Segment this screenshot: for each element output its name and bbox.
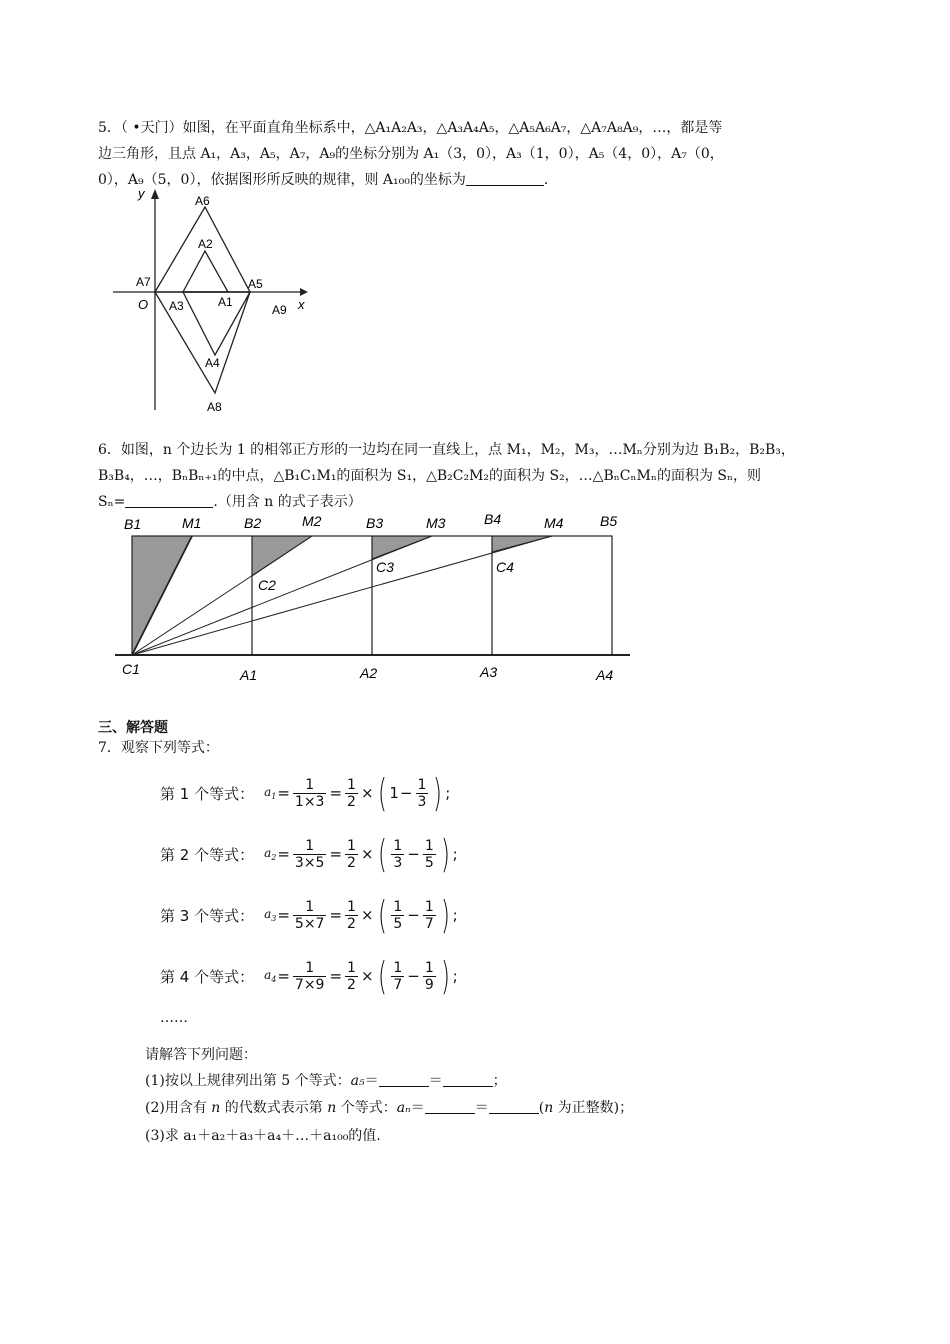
q7-intro: 7．观察下列等式： — [98, 740, 219, 756]
q6-line-1: 6．如图，n 个边长为 1 的相邻正方形的一边均在同一直线上，点 M₁，M₂，M₃，…Mₙ分别为边 B₁B₂，B₂B₃， — [98, 442, 795, 458]
equation-label: 第 2 个等式： — [160, 845, 255, 864]
fraction: $\frac{1}{3\times 5}$ — [294, 837, 325, 871]
fraction-half: $\frac{1}{2}$ — [347, 776, 356, 810]
section-heading: 三、解答题 — [98, 720, 168, 736]
y-label: y — [138, 186, 145, 201]
fraction-half: $\frac{1}{2}$ — [347, 837, 356, 871]
label-b2: B2 — [244, 515, 262, 531]
integer-term: 1 — [389, 784, 399, 802]
fraction-term: $\frac{1}{5}$ — [424, 837, 434, 871]
label-c4: C4 — [496, 559, 514, 575]
q6-line-3-end: .（用含 n 的式子表示） — [213, 494, 362, 510]
label-a6: A6 — [195, 194, 210, 208]
equation-var: $a_3$ — [264, 907, 277, 923]
q5-line-3-text: 0），A₉（5，0），依据图形所反映的规律，则 A₁₀₀的坐标为 — [98, 172, 466, 188]
sub2-blank-2[interactable] — [489, 1099, 539, 1114]
label-a5: A5 — [248, 277, 263, 291]
label-c3: C3 — [376, 559, 394, 575]
fraction-term: $\frac{1}{3}$ — [417, 776, 427, 810]
label-a9: A9 — [272, 303, 287, 317]
q6-line-2: B₃B₄，…，BₙBₙ₊₁的中点，△B₁C₁M₁的面积为 S₁，△B₂C₂M₂的面积为 S₂，…△BₙCₙMₙ的面积为 Sₙ，则 — [98, 468, 762, 484]
label-a8: A8 — [207, 400, 222, 414]
sub-question-1: (1)按以上规律列出第 5 个等式：a₅＝ ＝ ； — [145, 1073, 507, 1089]
fraction-term: $\frac{1}{9}$ — [424, 959, 434, 993]
sub-question-2: (2)用含有 n 的代数式表示第 n 个等式：aₙ＝ ＝ (n 为正整数)； — [145, 1100, 634, 1116]
q5-line-1: 5．（ •天门）如图，在平面直角坐标系中，△A₁A₂A₃，△A₃A₄A₅，△A₅A₆A₇，△A₇A₈A₉，…，都是等 — [98, 120, 723, 136]
label-a7: A7 — [136, 275, 151, 289]
q5-line-2: 边三角形，且点 A₁，A₃，A₅，A₇，A₉的坐标分别为 A₁（3，0），A₃（1，0），A₅（4，0），A₇（0， — [98, 146, 724, 162]
fraction: $\frac{1}{5\times 7}$ — [294, 898, 325, 932]
fraction-term: $\frac{1}{3}$ — [393, 837, 403, 871]
triangle-a1a2a3 — [183, 251, 228, 292]
triangle-a3a4a5 — [183, 292, 250, 355]
equation-row-1: 第 1 个等式： $a_1$ = $\frac{1}{1\times 3}$ = $\frac{1}{2}$ × ( 1 − $\frac{1}{3}$ ) ; — [160, 771, 451, 815]
q5-line-3-end: . — [543, 172, 549, 188]
equation-label: 第 1 个等式： — [160, 784, 255, 803]
equation-row-3: 第 3 个等式： $a_3$ = $\frac{1}{5\times 7}$ = $\frac{1}{2}$ × ( $\frac{1}{5}$ − $\frac{1}{7}$ ) ; — [160, 893, 458, 937]
equation-row-2: 第 2 个等式： $a_2$ = $\frac{1}{3\times 5}$ = $\frac{1}{2}$ × ( $\frac{1}{3}$ − $\frac{1}{5}$ ) ; — [160, 832, 458, 876]
label-a2: A2 — [198, 237, 213, 251]
label-a3: A3 — [480, 664, 498, 680]
label-a4: A4 — [205, 356, 220, 370]
fraction-half: $\frac{1}{2}$ — [347, 898, 356, 932]
sub1-blank-2[interactable] — [443, 1072, 493, 1087]
label-b1: B1 — [124, 516, 142, 532]
ellipsis: …… — [160, 1010, 188, 1026]
label-c2: C2 — [258, 577, 276, 593]
label-m4: M4 — [544, 515, 564, 531]
label-b5: B5 — [600, 513, 618, 529]
label-b3: B3 — [366, 515, 384, 531]
fraction-term: $\frac{1}{5}$ — [393, 898, 403, 932]
label-b4: B4 — [484, 511, 502, 527]
label-a1: A1 — [218, 295, 233, 309]
x-label: x — [298, 297, 305, 312]
equation-label: 第 4 个等式： — [160, 967, 255, 986]
origin-label: O — [138, 297, 149, 312]
ray-c1-m4 — [132, 536, 552, 655]
fraction-term: $\frac{1}{7}$ — [393, 959, 403, 993]
sub2-blank-1[interactable] — [425, 1099, 475, 1114]
label-m3: M3 — [426, 515, 446, 531]
q5-answer-blank[interactable] — [466, 171, 544, 186]
label-a2: A2 — [360, 665, 378, 681]
x-axis-arrow — [300, 288, 308, 296]
q6-answer-blank[interactable] — [125, 493, 213, 508]
label-m2: M2 — [302, 513, 322, 529]
equation-label: 第 3 个等式： — [160, 906, 255, 925]
label-m1: M1 — [182, 515, 202, 531]
label-c1: C1 — [122, 661, 140, 677]
q5-figure — [110, 185, 330, 417]
y-axis-arrow — [151, 189, 159, 199]
equation-var: $a_1$ — [264, 785, 277, 801]
q6-figure — [110, 508, 640, 690]
fraction-term: $\frac{1}{7}$ — [424, 898, 434, 932]
fraction-half: $\frac{1}{2}$ — [347, 959, 356, 993]
equation-var: $a_2$ — [264, 846, 277, 862]
sub1-blank-1[interactable] — [379, 1072, 429, 1087]
label-a4: A4 — [596, 667, 614, 683]
label-a1: A1 — [240, 667, 258, 683]
sub-question-3: (3)求 a₁＋a₂＋a₃＋a₄＋…＋a₁₀₀的值. — [145, 1128, 381, 1144]
equation-row-4: 第 4 个等式： $a_4$ = $\frac{1}{7\times 9}$ = $\frac{1}{2}$ × ( $\frac{1}{7}$ − $\frac{1}{9}$ ) ; — [160, 954, 458, 998]
fraction: $\frac{1}{1\times 3}$ — [294, 776, 325, 810]
fraction: $\frac{1}{7\times 9}$ — [294, 959, 325, 993]
label-a3: A3 — [169, 299, 184, 313]
question-ask: 请解答下列问题： — [145, 1047, 257, 1063]
q6-line-3-text: Sₙ= — [98, 494, 126, 510]
equation-var: $a_4$ — [264, 968, 277, 984]
